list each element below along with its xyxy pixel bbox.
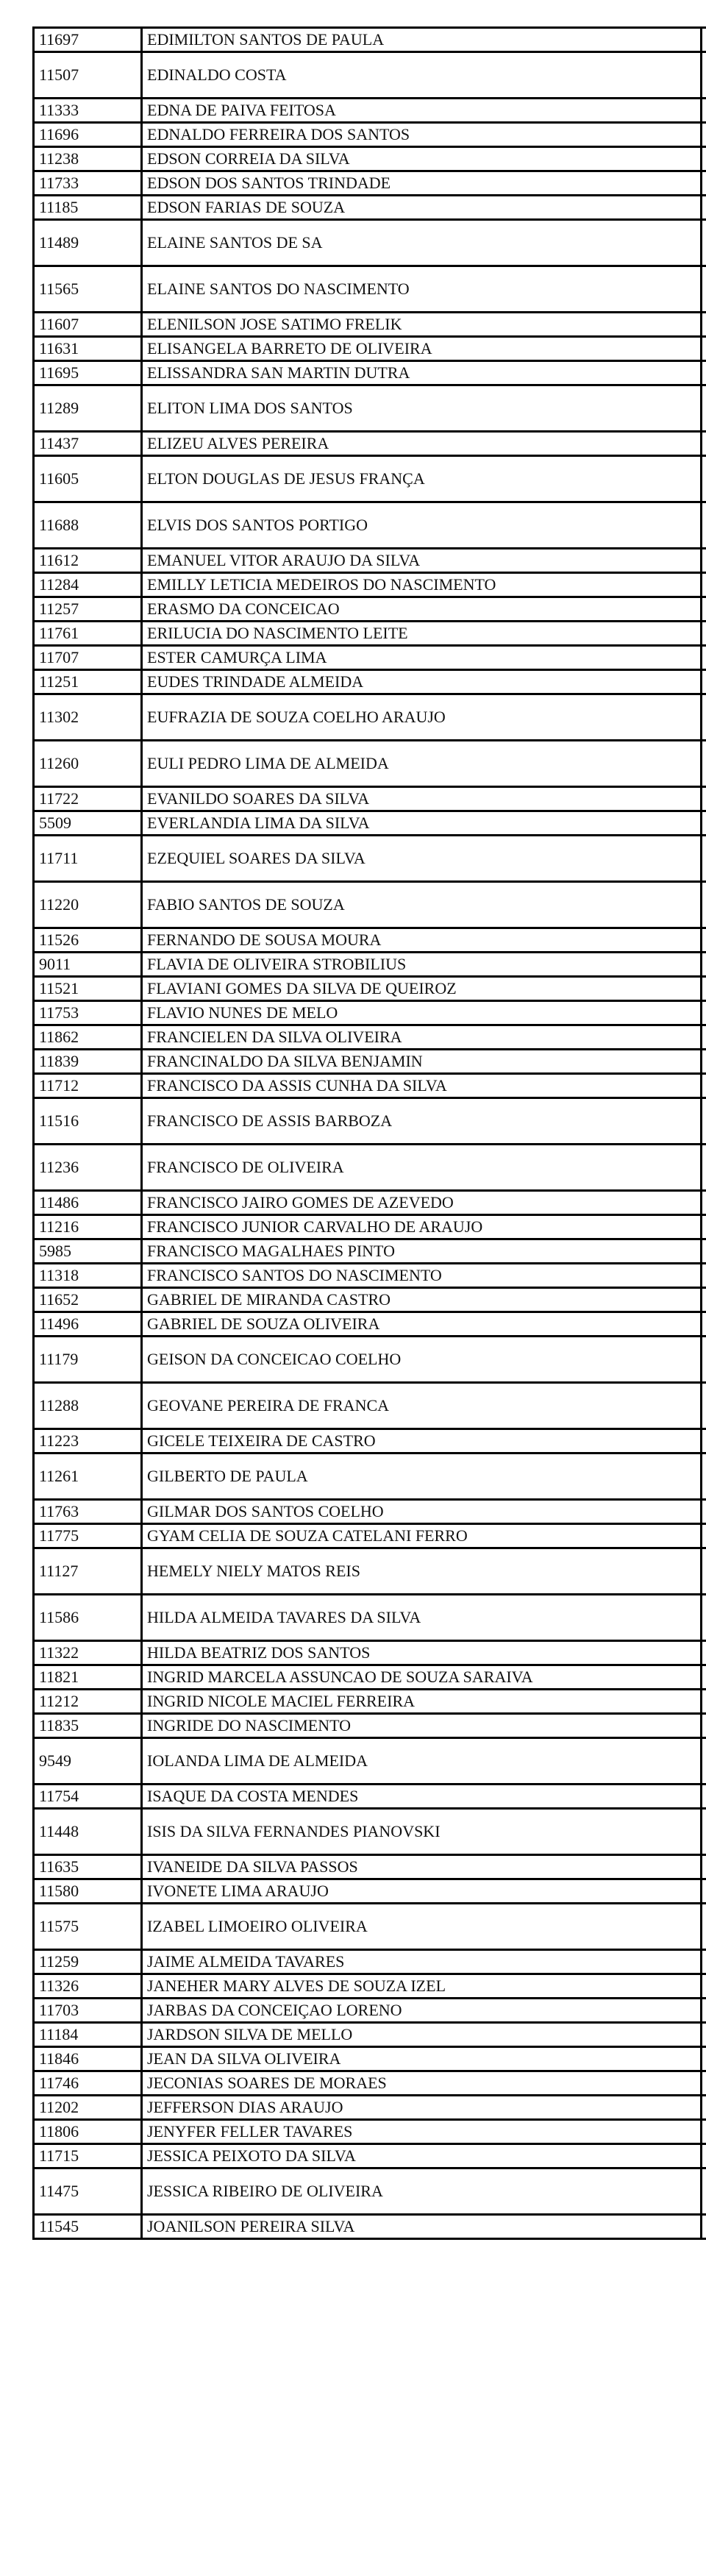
id-cell: 11288 xyxy=(34,1383,142,1429)
id-cell: 5509 xyxy=(34,811,142,836)
cut-off-column-cell xyxy=(702,622,706,646)
table-row xyxy=(34,573,706,597)
id-cell: 11722 xyxy=(34,787,142,811)
table-row xyxy=(34,1714,706,1738)
table-row xyxy=(34,456,706,502)
name-cell: JEFFERSON DIAS ARAUJO xyxy=(142,2096,702,2120)
cut-off-column-cell xyxy=(702,836,706,882)
name-cell: EMILLY LETICIA MEDEIROS DO NASCIMENTO xyxy=(142,573,702,597)
table-row xyxy=(34,646,706,670)
name-cell: EDIMILTON SANTOS DE PAULA xyxy=(142,28,702,52)
name-cell: ELIZEU ALVES PEREIRA xyxy=(142,432,702,456)
table-row xyxy=(34,361,706,385)
id-cell: 11448 xyxy=(34,1809,142,1855)
table-row xyxy=(34,787,706,811)
name-cell: IVANEIDE DA SILVA PASSOS xyxy=(142,1855,702,1879)
name-cell: JAIME ALMEIDA TAVARES xyxy=(142,1950,702,1974)
name-cell: EZEQUIEL SOARES DA SILVA xyxy=(142,836,702,882)
name-cell: EVERLANDIA LIMA DA SILVA xyxy=(142,811,702,836)
id-cell: 11821 xyxy=(34,1665,142,1690)
id-cell: 11284 xyxy=(34,573,142,597)
name-cell: EVANILDO SOARES DA SILVA xyxy=(142,787,702,811)
id-cell: 11223 xyxy=(34,1429,142,1454)
name-cell: FLAVIANI GOMES DA SILVA DE QUEIROZ xyxy=(142,977,702,1001)
name-cell: FERNANDO DE SOUSA MOURA xyxy=(142,928,702,953)
cut-off-column-cell xyxy=(702,1074,706,1098)
cut-off-column-cell xyxy=(702,432,706,456)
name-cell: JESSICA RIBEIRO DE OLIVEIRA xyxy=(142,2168,702,2215)
id-cell: 11806 xyxy=(34,2120,142,2144)
cut-off-column-cell xyxy=(702,1855,706,1879)
cut-off-column-cell xyxy=(702,52,706,99)
table-row xyxy=(34,123,706,147)
name-cell: FRANCISCO DE ASSIS BARBOZA xyxy=(142,1098,702,1145)
table-row xyxy=(34,1074,706,1098)
cut-off-column-cell xyxy=(702,694,706,741)
table-row xyxy=(34,597,706,622)
name-cell: ISIS DA SILVA FERNANDES PIANOVSKI xyxy=(142,1809,702,1855)
name-cell: IZABEL LIMOEIRO OLIVEIRA xyxy=(142,1904,702,1950)
id-cell: 11733 xyxy=(34,171,142,196)
name-cell: ELAINE SANTOS DE SA xyxy=(142,220,702,266)
name-cell: ESTER CAMURÇA LIMA xyxy=(142,646,702,670)
cut-off-column-cell xyxy=(702,1904,706,1950)
table-row xyxy=(34,549,706,573)
cut-off-column-cell xyxy=(702,1500,706,1524)
table-row xyxy=(34,622,706,646)
table-row xyxy=(34,385,706,432)
id-cell: 9011 xyxy=(34,953,142,977)
table-row xyxy=(34,741,706,787)
cut-off-column-cell xyxy=(702,1145,706,1191)
id-cell: 11605 xyxy=(34,456,142,502)
table-row xyxy=(34,1025,706,1050)
table-row xyxy=(34,196,706,220)
id-cell: 11322 xyxy=(34,1641,142,1665)
cut-off-column-cell xyxy=(702,1429,706,1454)
cut-off-column-cell xyxy=(702,1524,706,1548)
id-cell: 11753 xyxy=(34,1001,142,1025)
id-cell: 11695 xyxy=(34,361,142,385)
name-cell: HILDA BEATRIZ DOS SANTOS xyxy=(142,1641,702,1665)
name-cell: FRANCISCO DE OLIVEIRA xyxy=(142,1145,702,1191)
table-row xyxy=(34,1239,706,1264)
id-cell: 11607 xyxy=(34,313,142,337)
table-row xyxy=(34,2071,706,2096)
table-row xyxy=(34,171,706,196)
id-cell: 11318 xyxy=(34,1264,142,1288)
name-cell: FABIO SANTOS DE SOUZA xyxy=(142,882,702,928)
name-cell: GILMAR DOS SANTOS COELHO xyxy=(142,1500,702,1524)
table-row xyxy=(34,1641,706,1665)
cut-off-column-cell xyxy=(702,2168,706,2215)
table-row xyxy=(34,2215,706,2239)
cut-off-column-cell xyxy=(702,953,706,977)
id-cell: 11697 xyxy=(34,28,142,52)
cut-off-column-cell xyxy=(702,1383,706,1429)
name-cell: INGRID NICOLE MACIEL FERREIRA xyxy=(142,1690,702,1714)
table-row xyxy=(34,2096,706,2120)
id-cell: 11326 xyxy=(34,1974,142,1999)
name-cell: JECONIAS SOARES DE MORAES xyxy=(142,2071,702,2096)
table-row xyxy=(34,1665,706,1690)
id-cell: 11260 xyxy=(34,741,142,787)
table-row xyxy=(34,1429,706,1454)
table-row xyxy=(34,670,706,694)
name-cell: FRANCINALDO DA SILVA BENJAMIN xyxy=(142,1050,702,1074)
name-cell: EUDES TRINDADE ALMEIDA xyxy=(142,670,702,694)
name-cell: EDNALDO FERREIRA DOS SANTOS xyxy=(142,123,702,147)
table-row xyxy=(34,502,706,549)
name-cell: ELITON LIMA DOS SANTOS xyxy=(142,385,702,432)
table-row xyxy=(34,2144,706,2168)
id-cell: 11565 xyxy=(34,266,142,313)
name-cell: INGRID MARCELA ASSUNCAO DE SOUZA SARAIVA xyxy=(142,1665,702,1690)
id-cell: 11251 xyxy=(34,670,142,694)
table-row xyxy=(34,1785,706,1809)
cut-off-column-cell xyxy=(702,1950,706,1974)
id-cell: 5985 xyxy=(34,1239,142,1264)
name-cell: JEAN DA SILVA OLIVEIRA xyxy=(142,2047,702,2071)
table-row xyxy=(34,313,706,337)
name-cell: ELAINE SANTOS DO NASCIMENTO xyxy=(142,266,702,313)
table-row xyxy=(34,1879,706,1904)
cut-off-column-cell xyxy=(702,787,706,811)
cut-off-column-cell xyxy=(702,147,706,171)
name-cell: GEOVANE PEREIRA DE FRANCA xyxy=(142,1383,702,1429)
name-cell: FRANCISCO JUNIOR CARVALHO DE ARAUJO xyxy=(142,1215,702,1239)
table-row xyxy=(34,28,706,52)
name-cell: JARDSON SILVA DE MELLO xyxy=(142,2023,702,2047)
id-cell: 11715 xyxy=(34,2144,142,2168)
id-cell: 11703 xyxy=(34,1999,142,2023)
table-row xyxy=(34,1215,706,1239)
name-cell: HILDA ALMEIDA TAVARES DA SILVA xyxy=(142,1595,702,1641)
cut-off-column-cell xyxy=(702,2023,706,2047)
id-cell: 11261 xyxy=(34,1454,142,1500)
cut-off-column-cell xyxy=(702,1454,706,1500)
name-cell: GABRIEL DE SOUZA OLIVEIRA xyxy=(142,1312,702,1337)
id-cell: 11631 xyxy=(34,337,142,361)
name-cell: EULI PEDRO LIMA DE ALMEIDA xyxy=(142,741,702,787)
table-row xyxy=(34,1312,706,1337)
id-cell: 11775 xyxy=(34,1524,142,1548)
name-cell: JARBAS DA CONCEIÇAO LORENO xyxy=(142,1999,702,2023)
cut-off-column-cell xyxy=(702,2144,706,2168)
cut-off-column-cell xyxy=(702,811,706,836)
cut-off-column-cell xyxy=(702,1337,706,1383)
table-row xyxy=(34,1974,706,1999)
id-cell: 11711 xyxy=(34,836,142,882)
name-cell: EUFRAZIA DE SOUZA COELHO ARAUJO xyxy=(142,694,702,741)
name-cell: IVONETE LIMA ARAUJO xyxy=(142,1879,702,1904)
id-cell: 11580 xyxy=(34,1879,142,1904)
cut-off-column-cell xyxy=(702,313,706,337)
id-cell: 11862 xyxy=(34,1025,142,1050)
id-cell: 11486 xyxy=(34,1191,142,1215)
table-row xyxy=(34,1690,706,1714)
cut-off-column-cell xyxy=(702,2071,706,2096)
table-row xyxy=(34,2168,706,2215)
table-row xyxy=(34,836,706,882)
cut-off-column-cell xyxy=(702,1809,706,1855)
table-row xyxy=(34,1050,706,1074)
name-cell: JENYFER FELLER TAVARES xyxy=(142,2120,702,2144)
table-row xyxy=(34,1855,706,1879)
table-row xyxy=(34,52,706,99)
id-cell: 11846 xyxy=(34,2047,142,2071)
cut-off-column-cell xyxy=(702,1641,706,1665)
cut-off-column-cell xyxy=(702,123,706,147)
id-cell: 11333 xyxy=(34,99,142,123)
cut-off-column-cell xyxy=(702,1690,706,1714)
cut-off-column-cell xyxy=(702,99,706,123)
cut-off-column-cell xyxy=(702,549,706,573)
cut-off-column-cell xyxy=(702,1785,706,1809)
id-cell: 11526 xyxy=(34,928,142,953)
id-cell: 11612 xyxy=(34,549,142,573)
cut-off-column-cell xyxy=(702,337,706,361)
name-cell: EMANUEL VITOR ARAUJO DA SILVA xyxy=(142,549,702,573)
id-cell: 11212 xyxy=(34,1690,142,1714)
name-cell: ERILUCIA DO NASCIMENTO LEITE xyxy=(142,622,702,646)
id-cell: 11236 xyxy=(34,1145,142,1191)
cut-off-column-cell xyxy=(702,2120,706,2144)
id-cell: 11763 xyxy=(34,1500,142,1524)
table-row xyxy=(34,1999,706,2023)
cut-off-column-cell xyxy=(702,1595,706,1641)
name-cell: EDSON FARIAS DE SOUZA xyxy=(142,196,702,220)
table-row xyxy=(34,977,706,1001)
id-cell: 11746 xyxy=(34,2071,142,2096)
table-row xyxy=(34,1337,706,1383)
name-cell: JOANILSON PEREIRA SILVA xyxy=(142,2215,702,2239)
cut-off-column-cell xyxy=(702,1738,706,1785)
table-row xyxy=(34,1191,706,1215)
id-cell: 11835 xyxy=(34,1714,142,1738)
cut-off-column-cell xyxy=(702,361,706,385)
cut-off-column-cell xyxy=(702,2215,706,2239)
table-row xyxy=(34,1288,706,1312)
name-cell: FRANCISCO DA ASSIS CUNHA DA SILVA xyxy=(142,1074,702,1098)
id-cell: 11257 xyxy=(34,597,142,622)
id-cell: 11507 xyxy=(34,52,142,99)
name-cell: ERASMO DA CONCEICAO xyxy=(142,597,702,622)
id-cell: 11127 xyxy=(34,1548,142,1595)
id-cell: 11707 xyxy=(34,646,142,670)
table-row xyxy=(34,1383,706,1429)
cut-off-column-cell xyxy=(702,1098,706,1145)
table-row xyxy=(34,2023,706,2047)
name-cell: JESSICA PEIXOTO DA SILVA xyxy=(142,2144,702,2168)
id-cell: 11437 xyxy=(34,432,142,456)
table-row xyxy=(34,1595,706,1641)
id-cell: 11545 xyxy=(34,2215,142,2239)
table-row xyxy=(34,928,706,953)
cut-off-column-cell xyxy=(702,741,706,787)
id-cell: 11521 xyxy=(34,977,142,1001)
id-cell: 11575 xyxy=(34,1904,142,1950)
name-cell: GEISON DA CONCEICAO COELHO xyxy=(142,1337,702,1383)
cut-off-column-cell xyxy=(702,1215,706,1239)
table-row xyxy=(34,1001,706,1025)
table-row xyxy=(34,953,706,977)
cut-off-column-cell xyxy=(702,1001,706,1025)
table-row xyxy=(34,1738,706,1785)
table-row xyxy=(34,1950,706,1974)
name-cell: GICELE TEIXEIRA DE CASTRO xyxy=(142,1429,702,1454)
cut-off-column-cell xyxy=(702,2047,706,2071)
cut-off-column-cell xyxy=(702,1879,706,1904)
name-cell: JANEHER MARY ALVES DE SOUZA IZEL xyxy=(142,1974,702,1999)
id-cell: 11184 xyxy=(34,2023,142,2047)
name-cell: HEMELY NIELY MATOS REIS xyxy=(142,1548,702,1595)
table-row xyxy=(34,1454,706,1500)
id-cell: 11696 xyxy=(34,123,142,147)
name-cell: FRANCIELEN DA SILVA OLIVEIRA xyxy=(142,1025,702,1050)
name-cell: ISAQUE DA COSTA MENDES xyxy=(142,1785,702,1809)
cut-off-column-cell xyxy=(702,1191,706,1215)
cut-off-column-cell xyxy=(702,1999,706,2023)
name-cell: ELISSANDRA SAN MARTIN DUTRA xyxy=(142,361,702,385)
table-row xyxy=(34,1809,706,1855)
id-cell: 11652 xyxy=(34,1288,142,1312)
cut-off-column-cell xyxy=(702,882,706,928)
name-cell: ELVIS DOS SANTOS PORTIGO xyxy=(142,502,702,549)
id-cell: 11839 xyxy=(34,1050,142,1074)
table-row xyxy=(34,694,706,741)
name-cell: EDSON DOS SANTOS TRINDADE xyxy=(142,171,702,196)
name-cell: ELTON DOUGLAS DE JESUS FRANÇA xyxy=(142,456,702,502)
table-row xyxy=(34,147,706,171)
cut-off-column-cell xyxy=(702,385,706,432)
table-row xyxy=(34,882,706,928)
cut-off-column-cell xyxy=(702,502,706,549)
cut-off-column-cell xyxy=(702,456,706,502)
cut-off-column-cell xyxy=(702,220,706,266)
table-row xyxy=(34,1524,706,1548)
name-cell: EDSON CORREIA DA SILVA xyxy=(142,147,702,171)
id-cell: 11185 xyxy=(34,196,142,220)
table-row xyxy=(34,2047,706,2071)
table-row xyxy=(34,266,706,313)
cut-off-column-cell xyxy=(702,1025,706,1050)
table-row xyxy=(34,1548,706,1595)
id-cell: 11216 xyxy=(34,1215,142,1239)
table-row xyxy=(34,1264,706,1288)
id-cell: 11586 xyxy=(34,1595,142,1641)
cut-off-column-cell xyxy=(702,266,706,313)
roster-table xyxy=(32,26,706,2240)
name-cell: FRANCISCO JAIRO GOMES DE AZEVEDO xyxy=(142,1191,702,1215)
cut-off-column-cell xyxy=(702,1264,706,1288)
table-row xyxy=(34,99,706,123)
table-row xyxy=(34,1098,706,1145)
cut-off-column-cell xyxy=(702,28,706,52)
cut-off-column-cell xyxy=(702,977,706,1001)
id-cell: 11712 xyxy=(34,1074,142,1098)
table-row xyxy=(34,2120,706,2144)
name-cell: FRANCISCO MAGALHAES PINTO xyxy=(142,1239,702,1264)
id-cell: 11761 xyxy=(34,622,142,646)
id-cell: 11475 xyxy=(34,2168,142,2215)
id-cell: 11635 xyxy=(34,1855,142,1879)
table-row xyxy=(34,1145,706,1191)
table-row xyxy=(34,220,706,266)
id-cell: 11688 xyxy=(34,502,142,549)
cut-off-column-cell xyxy=(702,171,706,196)
id-cell: 11202 xyxy=(34,2096,142,2120)
cut-off-column-cell xyxy=(702,1714,706,1738)
id-cell: 11179 xyxy=(34,1337,142,1383)
id-cell: 11489 xyxy=(34,220,142,266)
cut-off-column-cell xyxy=(702,1050,706,1074)
cut-off-column-cell xyxy=(702,2096,706,2120)
cut-off-column-cell xyxy=(702,597,706,622)
id-cell: 11220 xyxy=(34,882,142,928)
cut-off-column-cell xyxy=(702,1548,706,1595)
table-row xyxy=(34,337,706,361)
cut-off-column-cell xyxy=(702,573,706,597)
name-cell: FLAVIO NUNES DE MELO xyxy=(142,1001,702,1025)
cut-off-column-cell xyxy=(702,1288,706,1312)
name-cell: INGRIDE DO NASCIMENTO xyxy=(142,1714,702,1738)
table-row xyxy=(34,1904,706,1950)
name-cell: FRANCISCO SANTOS DO NASCIMENTO xyxy=(142,1264,702,1288)
cut-off-column-cell xyxy=(702,1665,706,1690)
name-cell: EDINALDO COSTA xyxy=(142,52,702,99)
cut-off-column-cell xyxy=(702,1974,706,1999)
name-cell: EDNA DE PAIVA FEITOSA xyxy=(142,99,702,123)
name-cell: FLAVIA DE OLIVEIRA STROBILIUS xyxy=(142,953,702,977)
cut-off-column-cell xyxy=(702,1239,706,1264)
table-row xyxy=(34,811,706,836)
cut-off-column-cell xyxy=(702,646,706,670)
cut-off-column-cell xyxy=(702,928,706,953)
table-row xyxy=(34,432,706,456)
id-cell: 11238 xyxy=(34,147,142,171)
cut-off-column-cell xyxy=(702,670,706,694)
id-cell: 11302 xyxy=(34,694,142,741)
name-cell: GABRIEL DE MIRANDA CASTRO xyxy=(142,1288,702,1312)
cut-off-column-cell xyxy=(702,196,706,220)
id-cell: 9549 xyxy=(34,1738,142,1785)
name-cell: GYAM CELIA DE SOUZA CATELANI FERRO xyxy=(142,1524,702,1548)
id-cell: 11259 xyxy=(34,1950,142,1974)
id-cell: 11516 xyxy=(34,1098,142,1145)
table-row xyxy=(34,1500,706,1524)
name-cell: ELISANGELA BARRETO DE OLIVEIRA xyxy=(142,337,702,361)
name-cell: IOLANDA LIMA DE ALMEIDA xyxy=(142,1738,702,1785)
id-cell: 11496 xyxy=(34,1312,142,1337)
cut-off-column-cell xyxy=(702,1312,706,1337)
id-cell: 11754 xyxy=(34,1785,142,1809)
name-cell: ELENILSON JOSE SATIMO FRELIK xyxy=(142,313,702,337)
roster-body xyxy=(34,28,706,2239)
id-cell: 11289 xyxy=(34,385,142,432)
name-cell: GILBERTO DE PAULA xyxy=(142,1454,702,1500)
